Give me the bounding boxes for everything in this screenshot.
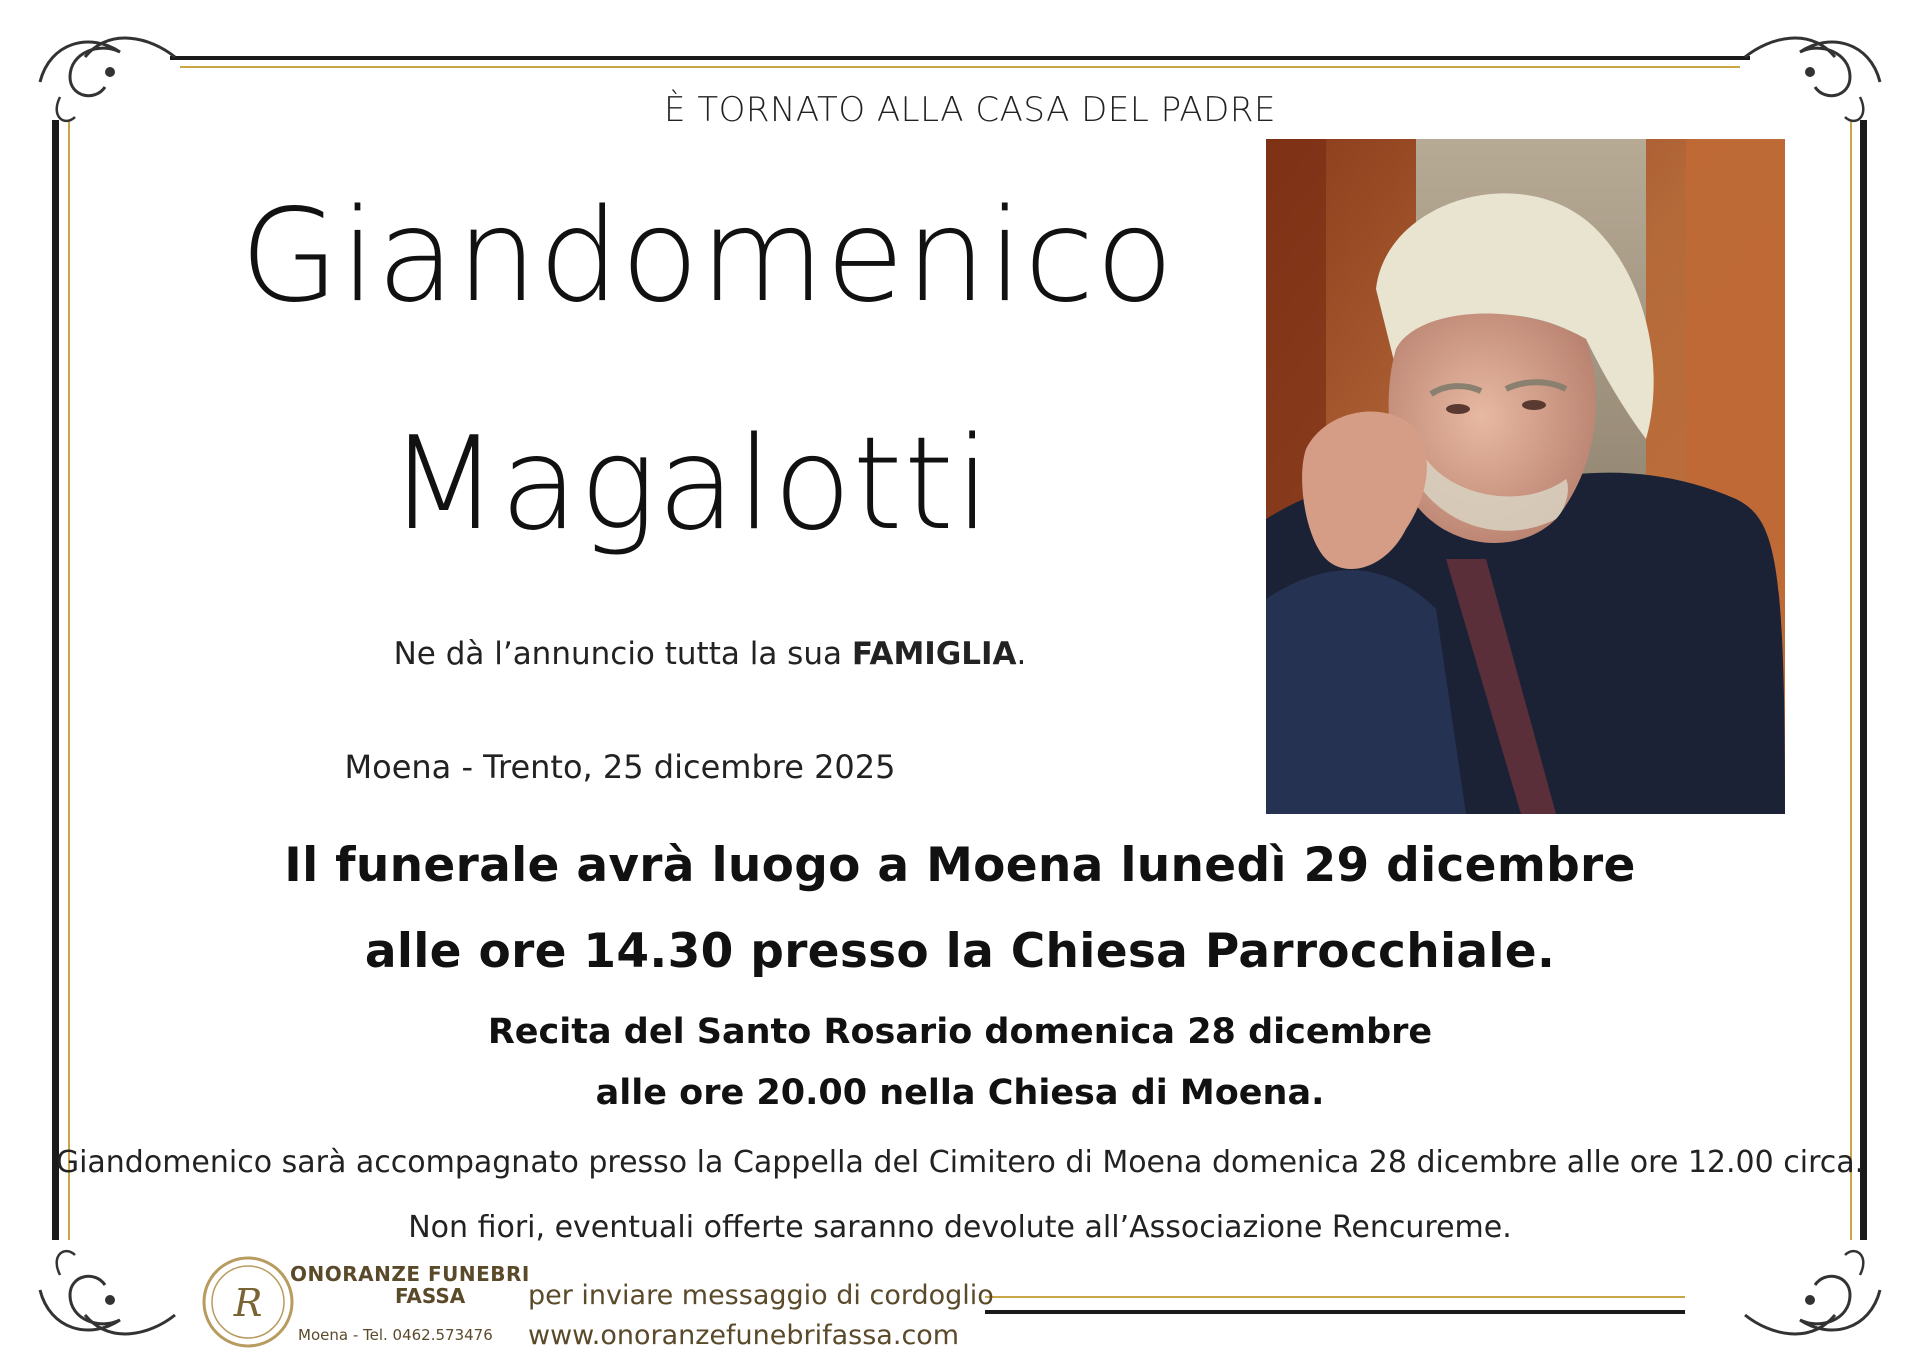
company-phone: Moena - Tel. 0462.573476: [298, 1326, 493, 1344]
portrait-photo-icon: [1266, 139, 1785, 814]
funeral-line-2: alle ore 14.30 presso la Chiesa Parrocchiale.: [364, 924, 1556, 979]
border-top: [170, 56, 1750, 60]
company-name-line-2: FASSA: [395, 1284, 466, 1308]
announcement-family: FAMIGLIA: [851, 636, 1017, 672]
corner-ornament-icon: [1740, 1240, 1890, 1350]
place-date: Moena - Trento, 25 dicembre 2025: [344, 748, 896, 786]
flowers-note: Non fiori, eventuali offerte saranno devolute all’Associazione Rencureme.: [408, 1210, 1512, 1245]
border-right: [1860, 120, 1867, 1240]
corner-ornament-icon: [1740, 22, 1890, 132]
tagline: È TORNATO ALLA CASA DEL PADRE: [664, 90, 1276, 130]
announcement-prefix: Ne dà l’annuncio tutta la sua: [393, 636, 852, 672]
gold-line-left: [68, 120, 70, 1240]
announcement: [260, 636, 1160, 672]
rosary-line-2: alle ore 20.00 nella Chiesa di Moena.: [595, 1073, 1325, 1113]
company-name-line-1: ONORANZE FUNEBRI: [290, 1262, 530, 1286]
company-seal-icon: [200, 1254, 296, 1350]
border-bottom: [985, 1310, 1685, 1314]
corner-ornament-icon: [30, 22, 180, 132]
gold-line-top: [180, 66, 1740, 68]
condolence-cta: per inviare messaggio di cordoglio: [528, 1280, 994, 1311]
website-link[interactable]: www.onoranzefunebrifassa.com: [528, 1320, 960, 1351]
gold-line-right: [1850, 120, 1852, 1240]
announcement-suffix: .: [1016, 636, 1027, 672]
rosary-line-1: Recita del Santo Rosario domenica 28 dicembre: [487, 1012, 1433, 1052]
gold-line-bottom: [985, 1296, 1685, 1298]
portrait-photo-svg: [1266, 139, 1785, 814]
deceased-first-name: Giandomenico: [240, 182, 1175, 331]
funeral-line-1: Il funerale avrà luogo a Moena lunedì 29 dicembre: [284, 838, 1636, 893]
corner-ornament-icon: [30, 1240, 180, 1350]
svg-text:R: R: [233, 1281, 263, 1325]
cemetery-note: Giandomenico sarà accompagnato presso la Cappella del Cimitero di Moena domenica 28 dicembre alle ore 12.00 circa.: [55, 1145, 1865, 1180]
border-left: [52, 120, 59, 1240]
deceased-last-name: Magalotti: [388, 410, 992, 559]
